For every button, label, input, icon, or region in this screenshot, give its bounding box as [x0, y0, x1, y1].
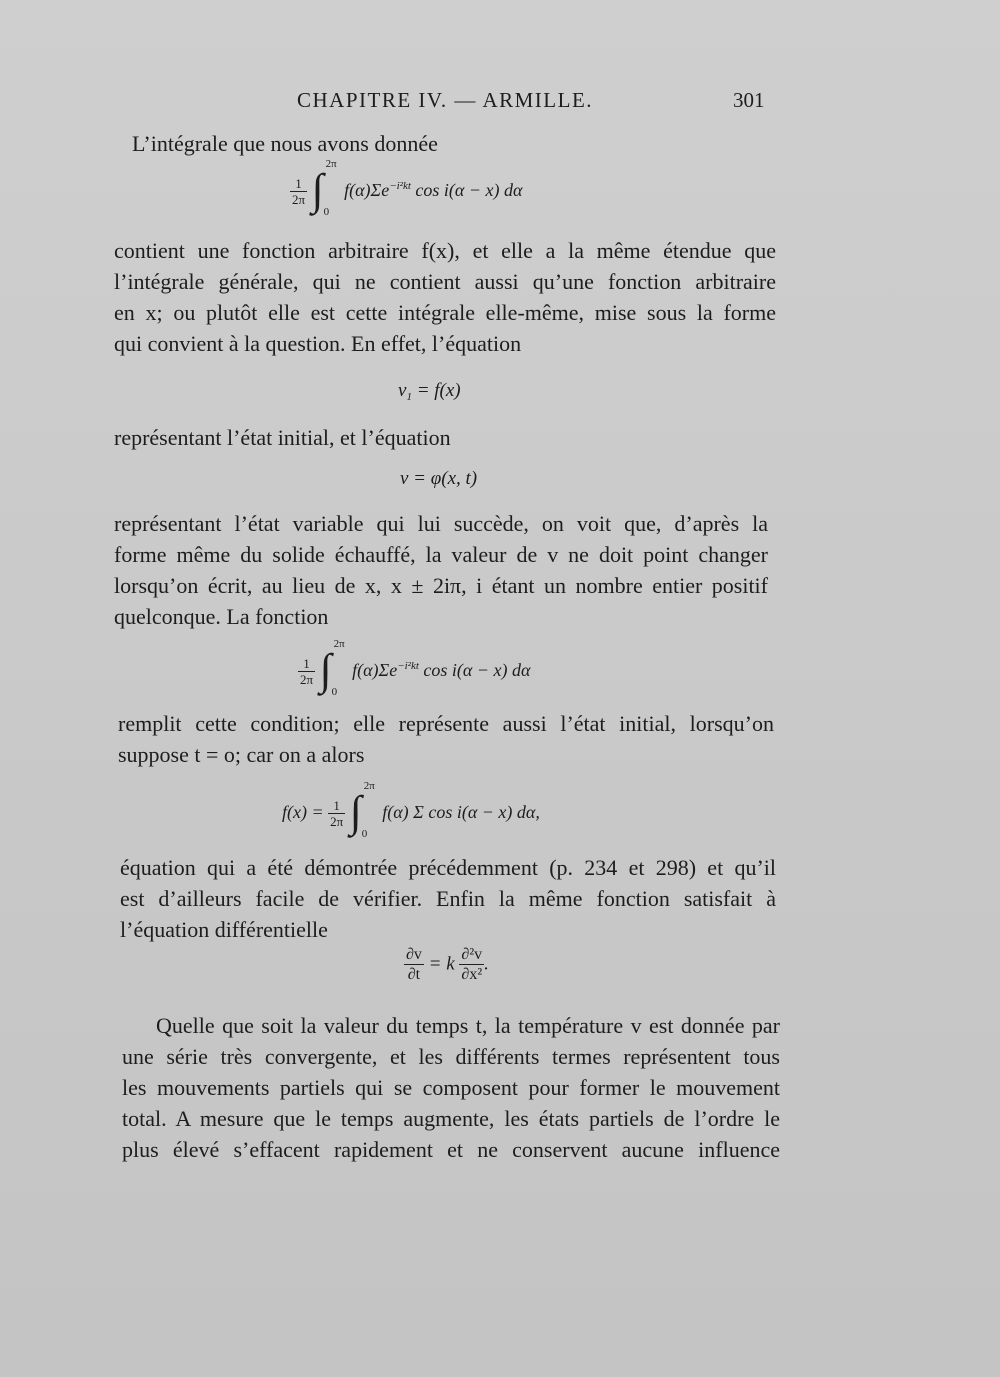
paragraph-2	[114, 235, 776, 359]
integral-lower-limit: 0	[323, 206, 330, 218]
eq-subscript: 1	[406, 391, 412, 403]
text-line: équation qui a été démontrée précédemment (p. 234 et 298) et qu’il	[120, 855, 776, 880]
fraction-numerator: ∂v	[406, 946, 422, 963]
fraction-denominator: 2π	[300, 672, 314, 687]
text-line: représentant l’état variable qui lui succède, on voit que, d’après la	[114, 511, 768, 536]
eq-lhs: v	[398, 380, 407, 401]
equation-integral-1	[290, 158, 523, 218]
text-line: est d’ailleurs facile de vérifier. Enfin la même fonction satisfait à	[120, 886, 776, 911]
paragraph-6	[120, 852, 776, 945]
integral-lower-limit: 0	[331, 686, 338, 698]
integral-sign: ∫ 2π 0	[349, 780, 375, 840]
fraction-denominator: 2π	[292, 192, 306, 207]
paragraph-5	[118, 708, 774, 770]
text-line: l’équation différentielle	[120, 917, 328, 942]
fraction	[459, 946, 484, 984]
page-number: 301	[733, 88, 765, 112]
page-header	[0, 88, 1000, 118]
eq-text: v = φ(x, t)	[400, 468, 478, 489]
fraction-denominator: 2π	[330, 814, 344, 829]
text-line: une série très convergente, et les différents termes représentent tous	[122, 1044, 780, 1069]
paragraph-4	[114, 508, 768, 632]
equation-initial-state	[398, 380, 461, 403]
text-line: forme même du solide échauffé, la valeur de v ne doit point changer	[114, 542, 768, 567]
equation-integral-2	[298, 638, 531, 698]
text-line: plus élevé s’effacent rapidement et ne conservent aucune influence	[122, 1137, 780, 1162]
fraction-denominator: ∂t	[407, 966, 421, 983]
text-line: total. A mesure que le temps augmente, les états partiels de l’ordre le	[122, 1106, 780, 1131]
text-line: quelconque. La fonction	[114, 604, 329, 629]
integral-upper-limit: 2π	[363, 780, 375, 792]
integrand: f(α)Σe	[344, 180, 390, 201]
integrand: f(α)Σe	[352, 660, 398, 681]
paragraph-7	[122, 1010, 780, 1165]
paragraph-intro	[132, 128, 792, 159]
integrand-tail: cos i(α − x) dα	[423, 660, 531, 681]
fraction	[298, 657, 315, 687]
fraction	[404, 946, 424, 984]
equation-variable-state	[400, 468, 477, 490]
fraction-denominator: ∂x²	[461, 966, 483, 983]
running-head: CHAPITRE IV. — ARMILLE.	[297, 88, 594, 112]
text-line: qui convient à la question. En effet, l’équation	[114, 331, 522, 356]
integral-upper-limit: 2π	[333, 638, 345, 650]
integral-lower-limit: 0	[361, 828, 368, 840]
eq-lhs: f(x) =	[282, 802, 324, 823]
text-line: les mouvements partiels qui se composent pour former le mouvement	[122, 1075, 780, 1100]
text-line: contient une fonction arbitraire f(x), et elle a la même étendue que	[114, 238, 776, 263]
eq-middle: = k	[428, 953, 455, 975]
text-line: représentant l’état initial, et l’équation	[114, 425, 451, 450]
fraction	[328, 799, 345, 829]
integral-sign: ∫ 2π 0	[311, 158, 337, 218]
exponent: −i²kt	[389, 180, 411, 193]
exponent: −i²kt	[397, 660, 419, 673]
text-line: remplit cette condition; elle représente aussi l’état initial, lorsqu’on	[118, 711, 774, 736]
paragraph-3	[114, 422, 774, 453]
text-line: suppose t = o; car on a alors	[118, 742, 365, 767]
text-line: Quelle que soit la valeur du temps t, la température v est donnée par	[156, 1013, 780, 1038]
text-line: lorsqu’on écrit, au lieu de x, x ± 2iπ, i étant un nombre entier positif	[114, 573, 768, 598]
integral-sign: ∫ 2π 0	[319, 638, 345, 698]
equation-heat	[404, 946, 489, 984]
integral-upper-limit: 2π	[325, 158, 337, 170]
fraction-numerator: 1	[298, 657, 315, 672]
fraction-numerator: 1	[328, 799, 345, 814]
fraction	[290, 177, 307, 207]
eq-end: .	[484, 953, 489, 975]
fraction-numerator: 1	[290, 177, 307, 192]
text-line: L’intégrale que nous avons donnée	[132, 131, 438, 156]
equation-fourier	[282, 780, 540, 840]
integrand-tail: cos i(α − x) dα	[415, 180, 523, 201]
integrand: f(α) Σ cos i(α − x) dα,	[382, 802, 540, 823]
text-line: l’intégrale générale, qui ne contient aussi qu’une fonction arbitraire	[114, 269, 776, 294]
fraction-numerator: ∂²v	[461, 946, 483, 963]
eq-rhs: = f(x)	[411, 380, 461, 401]
text-line: en x; ou plutôt elle est cette intégrale elle-même, mise sous la forme	[114, 300, 776, 325]
